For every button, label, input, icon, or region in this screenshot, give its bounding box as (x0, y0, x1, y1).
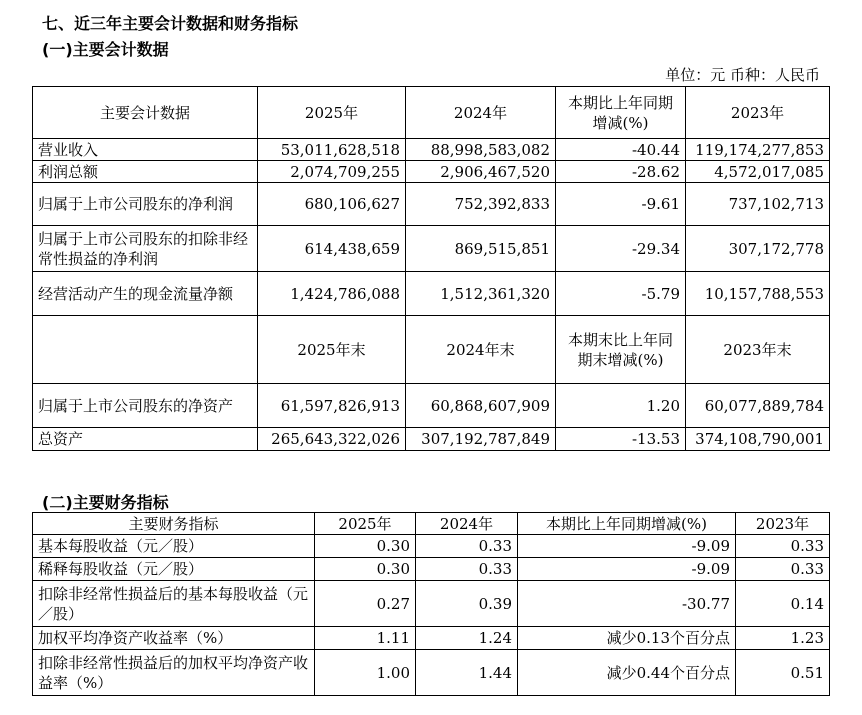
value-cell: 10,157,788,553 (686, 272, 830, 316)
value-cell: 0.39 (416, 581, 518, 627)
value-cell: 752,392,833 (406, 183, 556, 226)
value-cell: 1.44 (416, 650, 518, 696)
value-cell: -5.79 (556, 272, 686, 316)
value-cell: 1.23 (736, 627, 830, 650)
table-header-row (33, 87, 830, 139)
value-cell: 88,998,583,082 (406, 139, 556, 161)
header-cell: 2023年 (736, 513, 830, 535)
value-cell: 307,172,778 (686, 226, 830, 272)
value-cell: 2,074,709,255 (258, 161, 406, 183)
table-header-row (33, 513, 830, 535)
section-heading: 七、近三年主要会计数据和财务指标 (42, 14, 299, 33)
header-cell: 主要财务指标 (33, 513, 315, 535)
unit-currency-note: 单位：元 币种：人民币 (665, 66, 820, 84)
value-cell: 60,868,607,909 (406, 384, 556, 428)
value-cell: 0.30 (315, 558, 416, 581)
table-row (33, 161, 830, 183)
row-label: 归属于上市公司股东的扣除非经常性损益的净利润 (33, 226, 258, 272)
row-label: 利润总额 (33, 161, 258, 183)
value-cell: -40.44 (556, 139, 686, 161)
table-row (33, 183, 830, 226)
accounting-data-title: (一)主要会计数据 (42, 40, 169, 59)
value-cell: -13.53 (556, 428, 686, 451)
header-cell: 2023年末 (686, 316, 830, 384)
value-cell: 0.14 (736, 581, 830, 627)
value-cell: 60,077,889,784 (686, 384, 830, 428)
row-label: 基本每股收益（元／股） (33, 535, 315, 558)
value-cell: 1,512,361,320 (406, 272, 556, 316)
table-row (33, 272, 830, 316)
table-row (33, 627, 830, 650)
value-cell: 减少0.44个百分点 (518, 650, 736, 696)
value-cell: -9.09 (518, 535, 736, 558)
row-label: 加权平均净资产收益率（%） (33, 627, 315, 650)
table-row (33, 226, 830, 272)
row-label: 扣除非经常性损益后的加权平均净资产收益率（%） (33, 650, 315, 696)
table-row (33, 139, 830, 161)
value-cell: -30.77 (518, 581, 736, 627)
value-cell: 1.24 (416, 627, 518, 650)
value-cell: 1.20 (556, 384, 686, 428)
value-cell: 0.51 (736, 650, 830, 696)
financial-indicators-title: (二)主要财务指标 (42, 493, 169, 512)
row-label: 营业收入 (33, 139, 258, 161)
header-cell (33, 316, 258, 384)
header-cell: 2025年 (315, 513, 416, 535)
table-row (33, 558, 830, 581)
value-cell: 0.33 (736, 558, 830, 581)
value-cell: 1.00 (315, 650, 416, 696)
header-cell: 本期比上年同期增减(%) (556, 87, 686, 139)
header-cell: 2024年 (406, 87, 556, 139)
value-cell: 0.27 (315, 581, 416, 627)
value-cell: 737,102,713 (686, 183, 830, 226)
value-cell: 0.33 (416, 535, 518, 558)
value-cell: 119,174,277,853 (686, 139, 830, 161)
row-label: 归属于上市公司股东的净资产 (33, 384, 258, 428)
value-cell: 减少0.13个百分点 (518, 627, 736, 650)
table-row (33, 581, 830, 627)
table-row (33, 384, 830, 428)
header-cell: 2025年末 (258, 316, 406, 384)
value-cell: 1,424,786,088 (258, 272, 406, 316)
header-cell: 2024年末 (406, 316, 556, 384)
value-cell: -29.34 (556, 226, 686, 272)
value-cell: 2,906,467,520 (406, 161, 556, 183)
row-label: 归属于上市公司股东的净利润 (33, 183, 258, 226)
value-cell: 307,192,787,849 (406, 428, 556, 451)
value-cell: 680,106,627 (258, 183, 406, 226)
table-row (33, 650, 830, 696)
value-cell: 374,108,790,001 (686, 428, 830, 451)
header-cell: 本期比上年同期增减(%) (518, 513, 736, 535)
value-cell: 61,597,826,913 (258, 384, 406, 428)
value-cell: -28.62 (556, 161, 686, 183)
value-cell: 614,438,659 (258, 226, 406, 272)
header-cell: 主要会计数据 (33, 87, 258, 139)
value-cell: 1.11 (315, 627, 416, 650)
header-cell: 本期末比上年同期末增减(%) (556, 316, 686, 384)
row-label: 稀释每股收益（元／股） (33, 558, 315, 581)
table-row (33, 428, 830, 451)
value-cell: -9.09 (518, 558, 736, 581)
row-label: 经营活动产生的现金流量净额 (33, 272, 258, 316)
value-cell: 0.30 (315, 535, 416, 558)
header-cell: 2024年 (416, 513, 518, 535)
accounting-data-table (32, 86, 830, 451)
table-subheader-row (33, 316, 830, 384)
financial-indicators-table (32, 512, 830, 696)
value-cell: 869,515,851 (406, 226, 556, 272)
header-cell: 2025年 (258, 87, 406, 139)
value-cell: 53,011,628,518 (258, 139, 406, 161)
table-row (33, 535, 830, 558)
value-cell: 265,643,322,026 (258, 428, 406, 451)
value-cell: 0.33 (736, 535, 830, 558)
row-label: 扣除非经常性损益后的基本每股收益（元／股） (33, 581, 315, 627)
row-label: 总资产 (33, 428, 258, 451)
value-cell: 4,572,017,085 (686, 161, 830, 183)
value-cell: -9.61 (556, 183, 686, 226)
header-cell: 2023年 (686, 87, 830, 139)
value-cell: 0.33 (416, 558, 518, 581)
